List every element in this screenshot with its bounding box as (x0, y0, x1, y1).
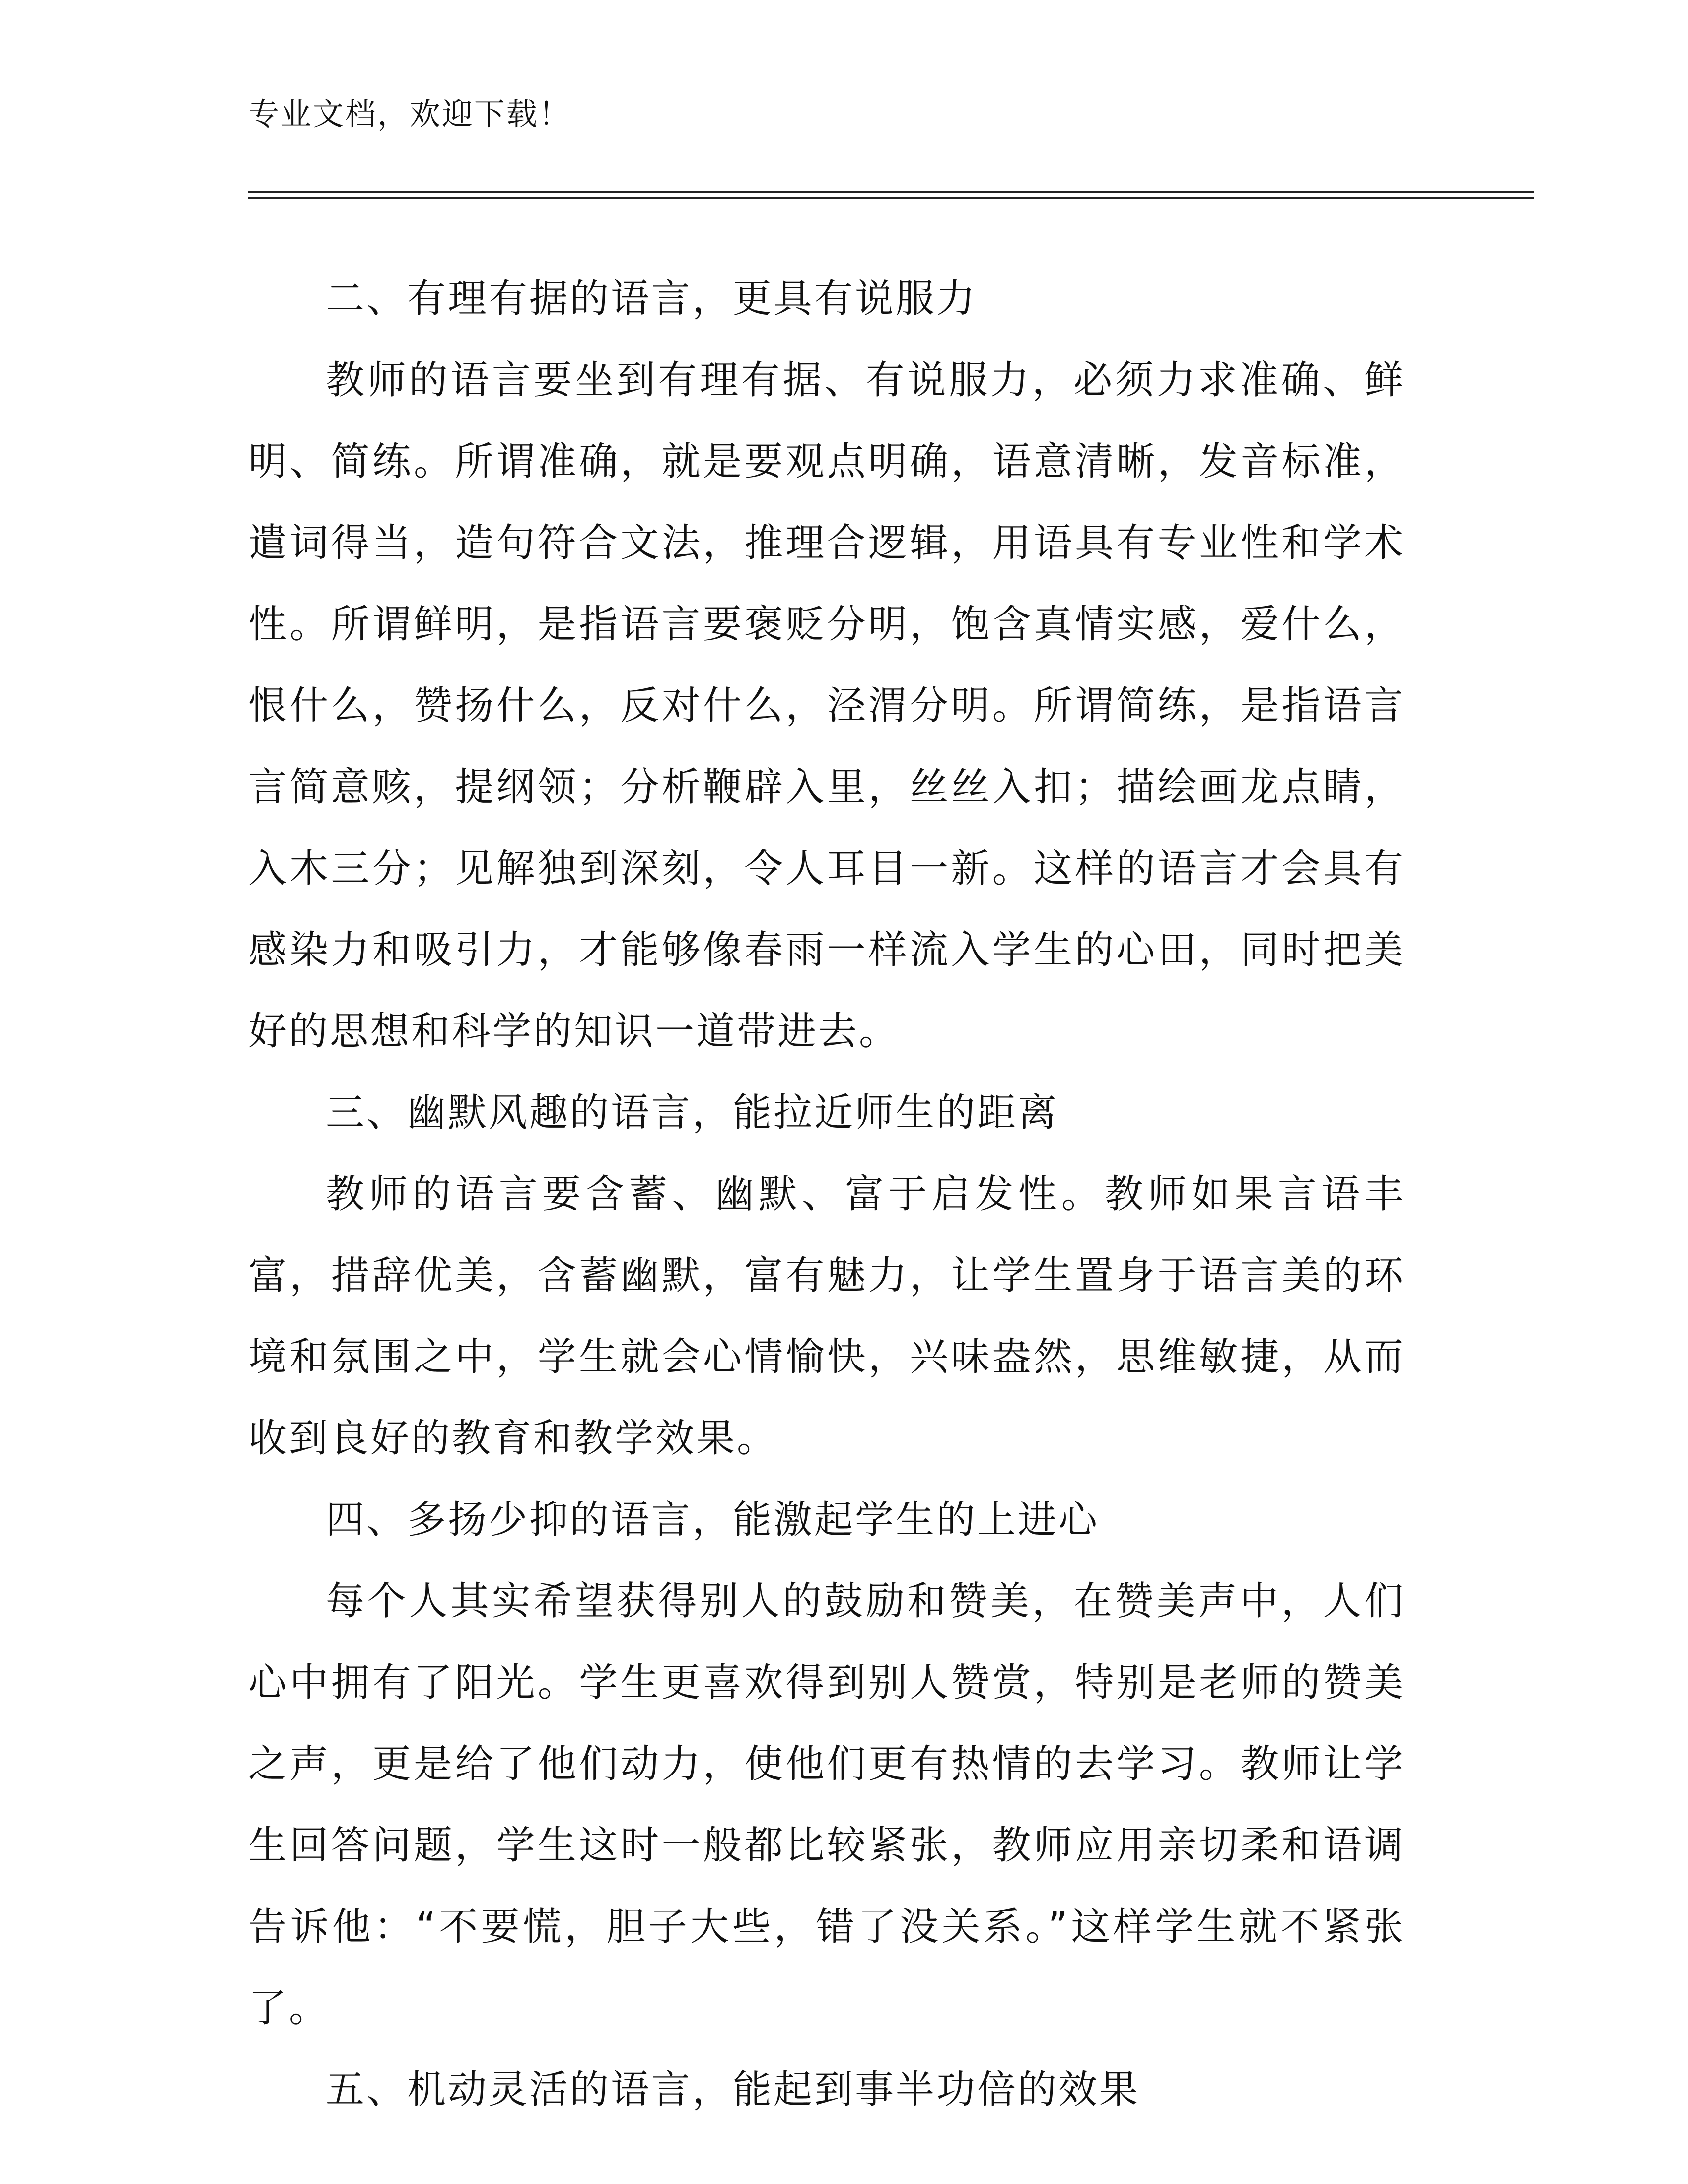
section-heading-3: 三、幽默风趣的语言，能拉近师生的距离 (326, 1091, 1059, 1135)
header-double-rule (248, 191, 1534, 199)
section-heading-4: 四、多扬少抑的语言，能激起学生的上进心 (326, 1498, 1100, 1542)
paragraph: 教师的语言要含蓄、幽默、富于启发性。教师如果言语丰富，措辞优美，含蓄幽默，富有魅力，让学生置身于语言美的环境和氛围之中，学生就会心情愉快，兴味盎然，思维敏捷，从而收到良好的教育和教学效果。 (248, 1172, 1405, 1461)
section-heading-5: 五、机动灵活的语言，能起到事半功倍的效果 (326, 2067, 1140, 2112)
section-heading-2: 二、有理有据的语言，更具有说服力 (326, 276, 978, 321)
paragraph: 教师的语言要坐到有理有据、有说服力，必须力求准确、鲜明、简练。所谓准确，就是要观点明确，语意清晰，发音标准，遣词得当，造句符合文法，推理合逻辑，用语具有专业性和学术性。所谓鲜明，是指语言要褒贬分明，饱含真情实感，爱什么，恨什么，赞扬什么，反对什么，泾渭分明。所谓简练，是指语言言简意赅，提纲领；分析鞭辟入里，丝丝入扣；描绘画龙点睛，入木三分；见解独到深刻，令人耳目一新。这样的语言才会具有感染力和吸引力，才能够像春雨一样流入学生的心田，同时把美好的思想和科学的知识一道带进去。 (248, 358, 1405, 1054)
page-header-text: 专业文档，欢迎下载！ (248, 96, 571, 132)
document-body (248, 258, 1405, 2130)
paragraph: 每个人其实希望获得别人的鼓励和赞美，在赞美声中，人们心中拥有了阳光。学生更喜欢得到别人赞赏，特别是老师的赞美之声，更是给了他们动力，使他们更有热情的去学习。教师让学生回答问题，学生这时一般都比较紧张，教师应用亲切柔和语调告诉他：“不要慌，胆子大些，错了没关系。”这样学生就不紧张了。 (248, 1579, 1405, 2031)
